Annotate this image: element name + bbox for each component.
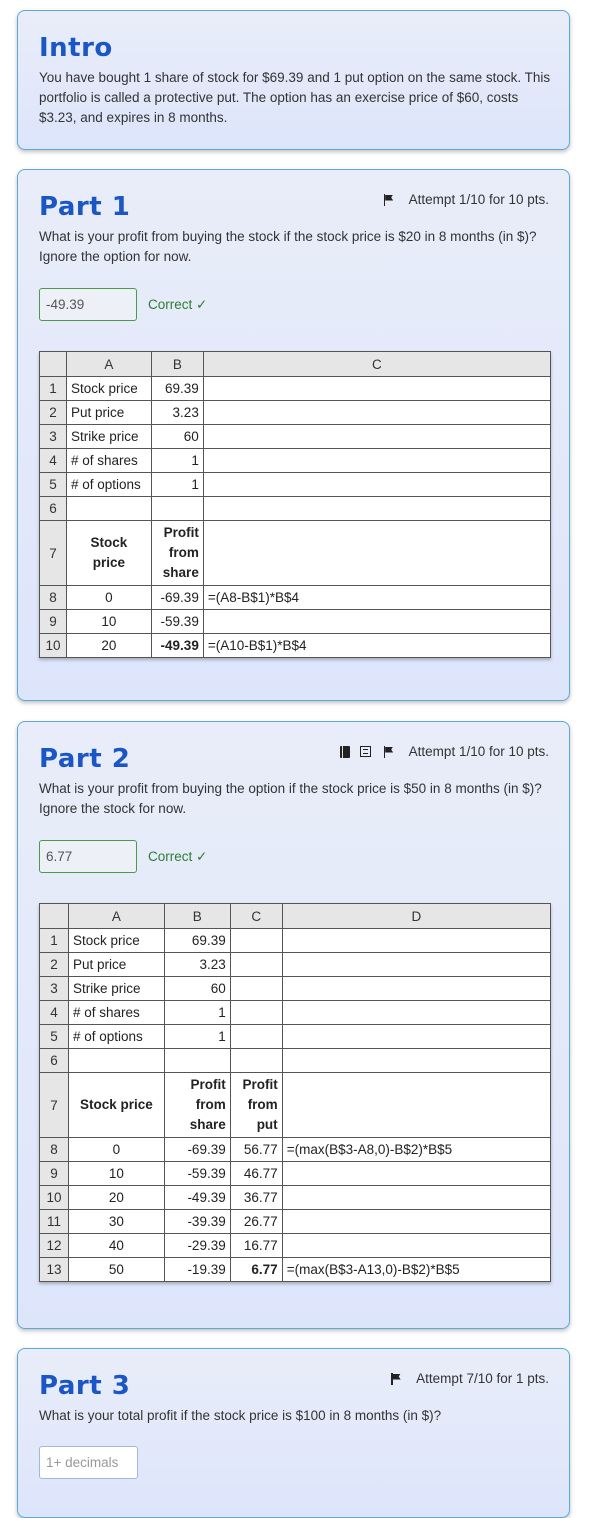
part2-question: What is your profit from buying the option if the stock price is $50 in 8 months (in $)? Ignore the stock for now. — [39, 781, 542, 816]
column-header: D — [282, 904, 550, 929]
part2-card — [17, 721, 570, 1329]
part3-attempt-text: Attempt 7/10 for 1 pts. — [416, 1371, 549, 1386]
row-number: 7 — [40, 1073, 69, 1138]
table-row — [40, 377, 551, 401]
part3-attempt — [390, 1371, 549, 1386]
row-number: 5 — [40, 473, 67, 497]
cell[interactable]: 3.23 — [164, 953, 230, 977]
book-icon[interactable] — [340, 746, 350, 758]
cell[interactable] — [282, 953, 550, 977]
header-line: share — [162, 565, 199, 580]
formula-cell[interactable] — [282, 1234, 550, 1258]
intro-text: You have bought 1 share of stock for $69.39 and 1 put option on the same stock. This portfolio is called a protective put. The option has an exercise price of $60, costs $3.23, and expires in 8 months. — [39, 70, 551, 125]
cell[interactable]: Put price — [68, 953, 164, 977]
cell[interactable]: 20 — [68, 1186, 164, 1210]
table-row — [40, 1186, 551, 1210]
row-number: 3 — [40, 977, 69, 1001]
cell-stock-price-header[interactable] — [66, 521, 151, 586]
cell[interactable]: 69.39 — [164, 929, 230, 953]
table-row — [40, 401, 551, 425]
video-icon[interactable] — [360, 746, 371, 757]
cell[interactable] — [282, 1049, 550, 1073]
cell[interactable] — [230, 1025, 282, 1049]
row-number: 1 — [40, 929, 69, 953]
cell[interactable] — [203, 473, 550, 497]
cell-profit-put-header[interactable] — [230, 1073, 282, 1138]
answer-cell[interactable]: 6.77 — [230, 1258, 282, 1282]
part1-attempt-text: Attempt 1/10 for 10 pts. — [408, 192, 549, 207]
cell[interactable] — [282, 929, 550, 953]
part1-question: What is your profit from buying the stock if the stock price is $20 in 8 months (in $)? Ignore the option for now. — [39, 229, 537, 264]
cell[interactable] — [230, 1049, 282, 1073]
cell[interactable] — [203, 449, 550, 473]
cell[interactable] — [282, 1025, 550, 1049]
table-row — [40, 977, 551, 1001]
cell[interactable]: 16.77 — [230, 1234, 282, 1258]
part3-card — [17, 1348, 570, 1518]
cell-stock-price-header[interactable]: Stock price — [68, 1073, 164, 1138]
row-number: 11 — [40, 1210, 69, 1234]
cell[interactable]: 3.23 — [151, 401, 203, 425]
table-row — [40, 473, 551, 497]
table-row — [40, 1210, 551, 1234]
column-header: C — [230, 904, 282, 929]
cell[interactable] — [203, 425, 550, 449]
cell[interactable]: # of shares — [66, 449, 151, 473]
cell[interactable]: # of options — [66, 473, 151, 497]
cell[interactable]: 69.39 — [151, 377, 203, 401]
part1-spreadsheet — [39, 351, 551, 658]
table-row — [40, 1234, 551, 1258]
cell[interactable] — [66, 497, 151, 521]
row-number: 10 — [40, 634, 67, 658]
cell[interactable]: -69.39 — [151, 586, 203, 610]
cell[interactable] — [203, 521, 550, 586]
part1-card — [17, 169, 570, 701]
column-header: C — [203, 352, 550, 377]
cell[interactable]: 1 — [164, 1025, 230, 1049]
cell[interactable] — [282, 977, 550, 1001]
cell[interactable]: Stock price — [68, 929, 164, 953]
formula-cell[interactable] — [282, 1210, 550, 1234]
cell[interactable]: 20 — [66, 634, 151, 658]
row-number: 4 — [40, 1001, 69, 1025]
table-row — [40, 1025, 551, 1049]
cell[interactable]: 56.77 — [230, 1138, 282, 1162]
part2-title: Part 2 — [39, 744, 131, 774]
cell[interactable]: 36.77 — [230, 1186, 282, 1210]
header-line: Stock — [90, 535, 128, 550]
header-line: put — [256, 1117, 278, 1132]
row-number: 5 — [40, 1025, 69, 1049]
table-row — [40, 929, 551, 953]
cell[interactable]: 10 — [68, 1162, 164, 1186]
row-number: 7 — [40, 521, 67, 586]
part1-answer[interactable]: -49.39 — [39, 288, 137, 321]
part3-title: Part 3 — [39, 1371, 131, 1401]
cell[interactable] — [230, 977, 282, 1001]
column-header-row — [40, 904, 551, 929]
header-line: price — [92, 555, 126, 570]
row-number: 3 — [40, 425, 67, 449]
cell[interactable] — [151, 497, 203, 521]
row-number: 12 — [40, 1234, 69, 1258]
table-header-row — [40, 521, 551, 586]
part2-status: Correct ✓ — [148, 849, 208, 864]
cell[interactable]: Strike price — [66, 425, 151, 449]
row-number: 2 — [40, 953, 69, 977]
header-line: from — [247, 1097, 278, 1112]
part1-title: Part 1 — [39, 192, 131, 222]
intro-title: Intro — [39, 33, 113, 63]
cell[interactable]: Strike price — [68, 977, 164, 1001]
header-line: share — [189, 1117, 226, 1132]
table-row — [40, 586, 551, 610]
row-number: 6 — [40, 1049, 69, 1073]
cell[interactable]: 1 — [151, 449, 203, 473]
table-row — [40, 1001, 551, 1025]
cell[interactable]: 60 — [151, 425, 203, 449]
cell[interactable] — [230, 929, 282, 953]
cell[interactable]: 0 — [68, 1138, 164, 1162]
flag-icon[interactable] — [390, 1373, 402, 1385]
formula-cell[interactable]: =(A8-B$1)*B$4 — [203, 586, 550, 610]
table-row — [40, 953, 551, 977]
part2-attempt — [340, 744, 549, 759]
formula-cell[interactable]: =(max(B$3-A13,0)-B$2)*B$5 — [282, 1258, 550, 1282]
header-line: from — [168, 545, 199, 560]
cell[interactable]: -69.39 — [164, 1138, 230, 1162]
cell[interactable] — [203, 401, 550, 425]
formula-cell[interactable] — [282, 1162, 550, 1186]
formula-cell[interactable] — [282, 1186, 550, 1210]
answer-cell[interactable]: -49.39 — [151, 634, 203, 658]
cell[interactable]: 0 — [66, 586, 151, 610]
cell[interactable]: -49.39 — [164, 1186, 230, 1210]
row-number: 10 — [40, 1186, 69, 1210]
header-line: Profit — [190, 1077, 226, 1092]
part2-spreadsheet — [39, 903, 551, 1282]
header-line: Profit — [163, 525, 199, 540]
cell-profit-share-header[interactable] — [164, 1073, 230, 1138]
cell[interactable]: -59.39 — [164, 1162, 230, 1186]
row-number: 6 — [40, 497, 67, 521]
cell[interactable] — [230, 1001, 282, 1025]
cell-profit-share-header[interactable] — [151, 521, 203, 586]
cell[interactable] — [282, 1073, 550, 1138]
table-row — [40, 1138, 551, 1162]
cell[interactable]: 40 — [68, 1234, 164, 1258]
cell[interactable] — [164, 1049, 230, 1073]
part2-attempt-text: Attempt 1/10 for 10 pts. — [408, 744, 549, 759]
table-row — [40, 497, 551, 521]
row-number: 9 — [40, 610, 67, 634]
cell[interactable]: 26.77 — [230, 1210, 282, 1234]
part3-question: What is your total profit if the stock price is $100 in 8 months (in $)? — [39, 1408, 442, 1423]
cell[interactable]: -39.39 — [164, 1210, 230, 1234]
header-line: Profit — [242, 1077, 278, 1092]
formula-cell[interactable] — [203, 610, 550, 634]
cell[interactable]: 10 — [66, 610, 151, 634]
part1-status: Correct ✓ — [148, 297, 208, 312]
cell[interactable]: Stock price — [66, 377, 151, 401]
cell[interactable]: 1 — [151, 473, 203, 497]
cell[interactable]: # of options — [68, 1025, 164, 1049]
formula-cell[interactable]: =(A10-B$1)*B$4 — [203, 634, 550, 658]
table-row — [40, 1049, 551, 1073]
flag-icon[interactable] — [383, 194, 395, 206]
row-number: 8 — [40, 1138, 69, 1162]
cell[interactable]: 46.77 — [230, 1162, 282, 1186]
cell[interactable]: -59.39 — [151, 610, 203, 634]
row-number: 2 — [40, 401, 67, 425]
cell[interactable]: -19.39 — [164, 1258, 230, 1282]
table-row — [40, 425, 551, 449]
row-number: 9 — [40, 1162, 69, 1186]
cell[interactable] — [203, 377, 550, 401]
part1-attempt — [383, 192, 549, 207]
table-row — [40, 1258, 551, 1282]
cell[interactable]: 30 — [68, 1210, 164, 1234]
table-row — [40, 634, 551, 658]
flag-icon[interactable] — [383, 746, 395, 758]
cell[interactable]: # of shares — [68, 1001, 164, 1025]
table-row — [40, 449, 551, 473]
formula-cell[interactable]: =(max(B$3-A8,0)-B$2)*B$5 — [282, 1138, 550, 1162]
cell[interactable] — [282, 1001, 550, 1025]
column-header: B — [164, 904, 230, 929]
cell[interactable]: Put price — [66, 401, 151, 425]
row-number: 8 — [40, 586, 67, 610]
corner-cell — [40, 352, 67, 377]
part2-answer[interactable]: 6.77 — [39, 840, 137, 873]
column-header: B — [151, 352, 203, 377]
cell[interactable]: 50 — [68, 1258, 164, 1282]
cell[interactable] — [68, 1049, 164, 1073]
cell[interactable] — [203, 497, 550, 521]
table-row — [40, 610, 551, 634]
header-line: from — [195, 1097, 226, 1112]
column-header: A — [66, 352, 151, 377]
corner-cell — [40, 904, 69, 929]
cell[interactable]: 60 — [164, 977, 230, 1001]
column-header-row — [40, 352, 551, 377]
table-row — [40, 1162, 551, 1186]
cell[interactable]: -29.39 — [164, 1234, 230, 1258]
row-number: 4 — [40, 449, 67, 473]
part3-answer-input[interactable] — [39, 1446, 138, 1479]
intro-card — [17, 10, 570, 150]
table-header-row — [40, 1073, 551, 1138]
row-number: 13 — [40, 1258, 69, 1282]
row-number: 1 — [40, 377, 67, 401]
cell[interactable]: 1 — [164, 1001, 230, 1025]
cell[interactable] — [230, 953, 282, 977]
column-header: A — [68, 904, 164, 929]
